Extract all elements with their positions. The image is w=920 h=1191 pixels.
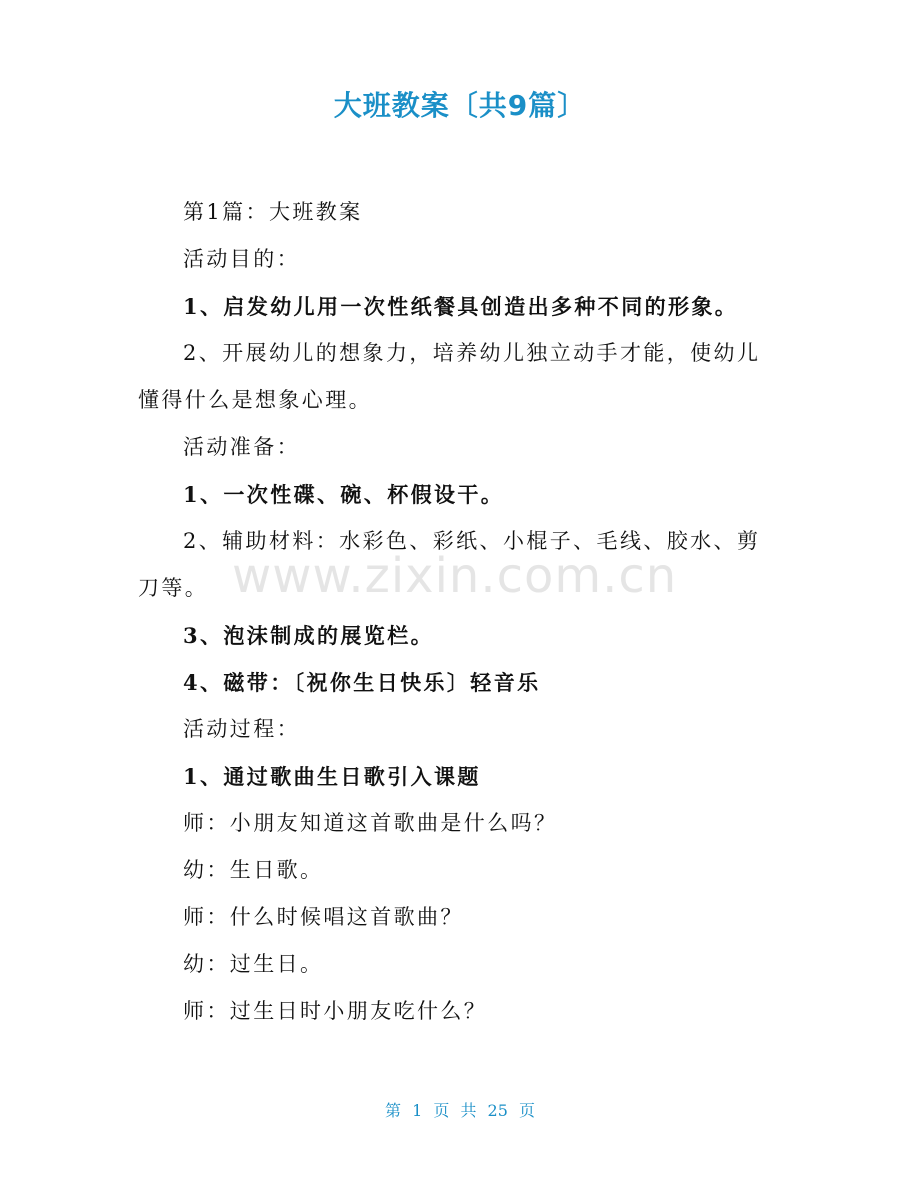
paragraph: 1、启发幼儿用一次性纸餐具创造出多种不同的形象。 xyxy=(183,294,739,319)
paragraph: 活动目的： xyxy=(183,247,300,271)
document-title: 大班教案〔共9篇〕 xyxy=(333,89,587,122)
paragraph: 2、开展幼儿的想象力，培养幼儿独立动手才能，使幼儿懂得什么是想象心理。 xyxy=(138,341,761,412)
paragraph: 师：过生日时小朋友吃什么？ xyxy=(183,999,488,1023)
document-body xyxy=(138,189,778,1035)
page-footer: 第 1 页 共 25 页 xyxy=(385,1101,535,1120)
paragraph: 1、一次性碟、碗、杯假设干。 xyxy=(183,482,505,507)
paragraph: 师：小朋友知道这首歌曲是什么吗？ xyxy=(183,811,558,835)
paragraph: 2、辅助材料：水彩色、彩纸、小棍子、毛线、胶水、剪刀等。 xyxy=(138,529,761,600)
paragraph: 1、通过歌曲生日歌引入课题 xyxy=(183,764,481,789)
paragraph: 活动准备： xyxy=(183,435,300,459)
paragraph: 师：什么时候唱这首歌曲？ xyxy=(183,905,464,929)
paragraph: 3、泡沫制成的展览栏。 xyxy=(183,623,435,648)
watermark: www.zixin.com.cn xyxy=(232,548,678,604)
paragraph: 幼：过生日。 xyxy=(183,952,324,976)
paragraph: 4、磁带：〔祝你生日快乐〕轻音乐 xyxy=(183,670,541,695)
paragraph: 活动过程： xyxy=(183,717,300,741)
paragraph: 幼：生日歌。 xyxy=(183,858,324,882)
paragraph: 第1篇：大班教案 xyxy=(183,200,363,224)
